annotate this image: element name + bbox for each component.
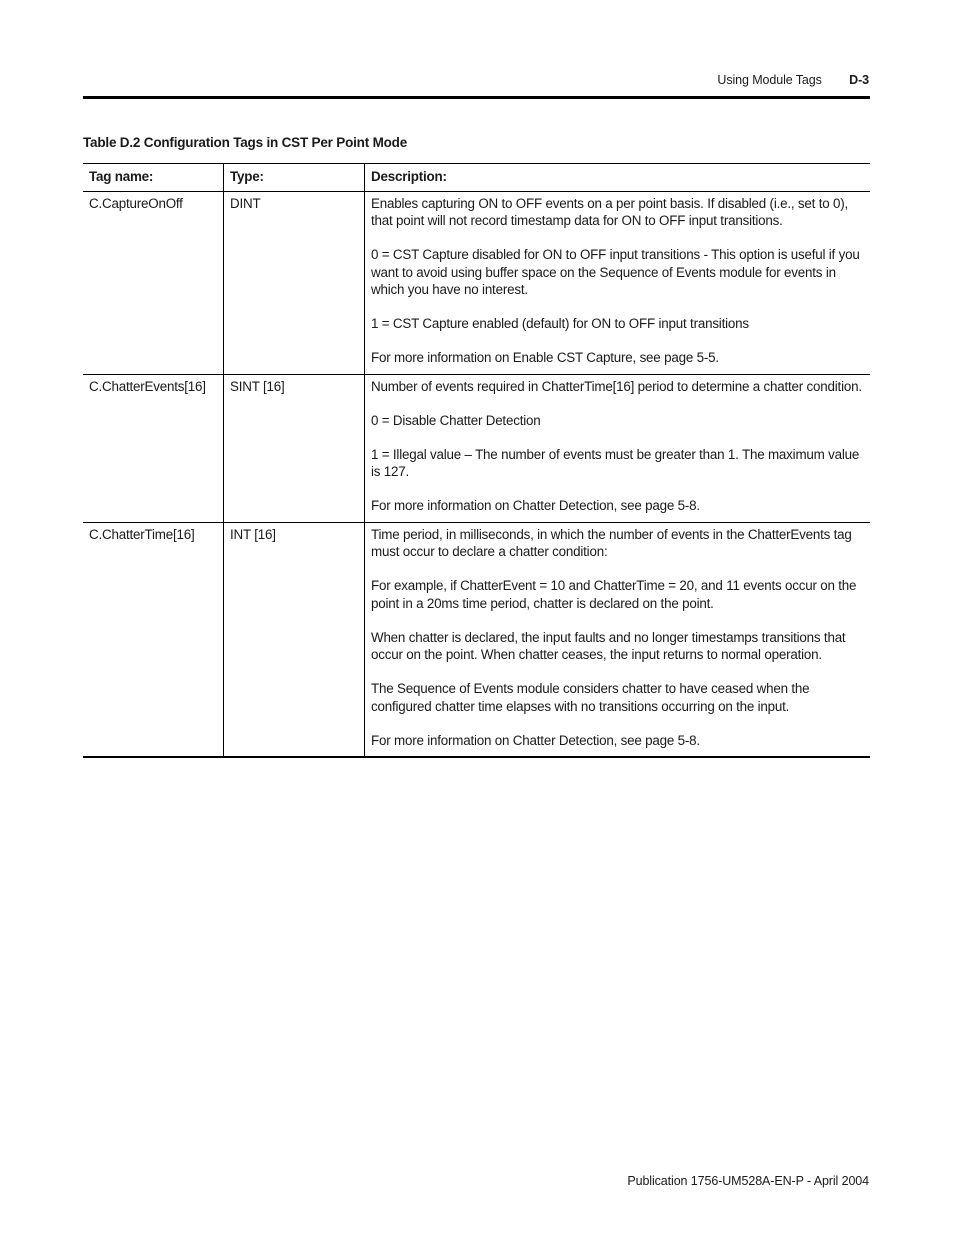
type-cell: SINT [16] [224,374,365,522]
table-row [83,191,870,374]
table-row [83,522,870,757]
column-header-type: Type: [224,164,365,192]
type-cell: INT [16] [224,522,365,757]
table-row [83,374,870,522]
tag-name-cell: C.CaptureOnOff [83,191,224,374]
table-header-row [83,164,870,192]
page-header [717,73,869,87]
table-caption: Table D.2 Configuration Tags in CST Per Point Mode [83,135,408,150]
column-header-description: Description: [365,164,871,192]
description-paragraph: 1 = CST Capture enabled (default) for ON to OFF input transitions [371,316,749,331]
description-paragraph: 0 = CST Capture disabled for ON to OFF input transitions - This option is useful if you want to avoid using buffer space on the Sequence of Events module for events in which you have no interest. [371,247,860,297]
column-header-tag-name: Tag name: [83,164,224,192]
description-cell [365,522,871,757]
description-paragraph: 0 = Disable Chatter Detection [371,412,541,428]
header-rule [83,96,870,99]
description-cell [365,374,871,522]
description-paragraph: Time period, in milliseconds, in which the number of events in the ChatterEvents tag must occur to declare a chatter condition: [371,526,852,559]
configuration-tags-table [83,163,870,758]
description-cell [365,191,871,374]
description-paragraph: For more information on Chatter Detection, see page 5-8. [371,732,700,748]
publication-footer: Publication 1756-UM528A-EN-P - April 2004 [627,1174,869,1188]
section-title: Using Module Tags [717,73,822,87]
description-paragraph: For example, if ChatterEvent = 10 and ChatterTime = 20, and 11 events occur on the point in a 20ms time period, chatter is declared on the point. [371,578,857,611]
description-paragraph: For more information on Enable CST Capture, see page 5-5. [371,350,719,365]
description-paragraph: When chatter is declared, the input faults and no longer timestamps transitions that occur on the point. When chatter ceases, the input returns to normal operation. [371,629,846,662]
page-number: D-3 [849,73,869,87]
description-paragraph: For more information on Chatter Detection, see page 5-8. [371,498,700,513]
description-paragraph: 1 = Illegal value – The number of events must be greater than 1. The maximum value is 127. [371,446,860,479]
type-cell: DINT [224,191,365,374]
description-paragraph: The Sequence of Events module considers chatter to have ceased when the configured chatter time elapses with no transitions occurring on the input. [371,681,810,714]
tag-name-cell: C.ChatterEvents[16] [83,374,224,522]
tag-name-cell: C.ChatterTime[16] [83,522,224,757]
description-paragraph: Enables capturing ON to OFF events on a per point basis. If disabled (i.e., set to 0), that point will not record timestamp data for ON to OFF input transitions. [371,195,849,228]
description-paragraph: Number of events required in ChatterTime[16] period to determine a chatter condition. [371,378,862,394]
